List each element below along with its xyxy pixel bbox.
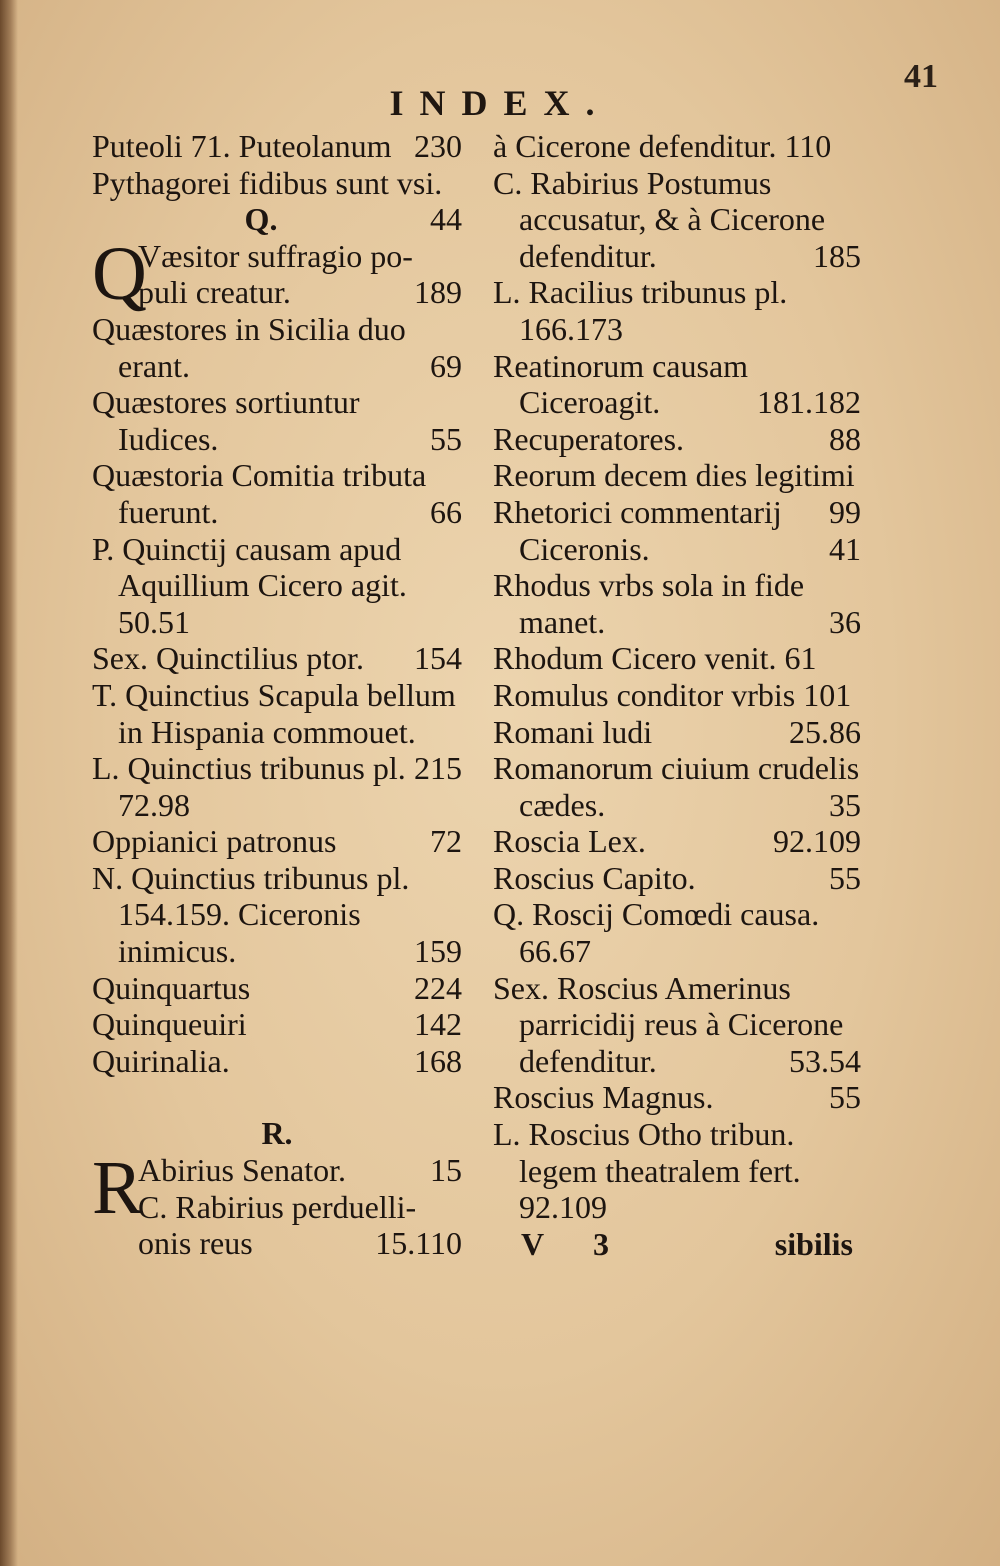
index-entry: L. Racilius tribunus pl. 166.173 bbox=[493, 274, 788, 347]
index-entry: Quæstoria Comitia tributa fuerunt. 66 bbox=[92, 457, 462, 530]
index-entry: L. Roscius Otho tribun. legem theatralem fert. 92.109 bbox=[493, 1116, 801, 1226]
index-entry: Pythagorei fidibus sunt vsi. 44 bbox=[92, 164, 462, 238]
index-entry: Sex. Quinctilius ptor. 154 bbox=[92, 640, 462, 677]
index-entry: Quinquartus 224 bbox=[92, 969, 462, 1006]
index-entry: N. Quinctius tribunus pl. 154.159. Ciceronis inimicus. 159 bbox=[92, 859, 462, 970]
index-entry: Oppianici patronus 72 bbox=[92, 823, 462, 860]
index-entry: Rhetorici commentarij Ciceronis. 41 bbox=[493, 493, 861, 567]
drop-cap-r: R bbox=[92, 1146, 143, 1231]
index-entry: Romulus conditor vrbis 101 bbox=[493, 676, 852, 713]
section-heading-r: R. bbox=[261, 1115, 293, 1152]
index-entry: Sex. Roscius Amerinus parricidij reus à Cicerone defenditur. 53.54 bbox=[493, 969, 861, 1079]
index-entry: Rhodus vrbs sola in fide manet. 36 bbox=[493, 567, 861, 640]
catchline bbox=[493, 1226, 861, 1263]
left-column bbox=[92, 128, 462, 1262]
index-entry: L. Quinctius tribunus pl. 72.98 bbox=[92, 750, 406, 823]
folio-number: 41 bbox=[904, 58, 938, 95]
index-entry: à Cicerone defenditur. 110 bbox=[493, 128, 832, 164]
section-heading-q: Q. bbox=[244, 201, 278, 238]
index-entry: Rhodum Cicero venit. 61 bbox=[493, 640, 817, 677]
right-column bbox=[493, 128, 861, 1263]
index-entry: P. Quinctij causam apud Aquillium Cicero agit. 50.51 bbox=[92, 530, 407, 640]
index-entry: Quæstores in Sicilia duo erant. 69 bbox=[92, 310, 462, 384]
index-entry: Roscia Lex. 92.109 bbox=[493, 823, 861, 860]
index-entry: T. Quinctius Scapula bellum in Hispania commouet. 215 bbox=[92, 676, 462, 787]
page-edge-shadow bbox=[0, 0, 18, 1566]
signature-number: 3 bbox=[593, 1225, 609, 1262]
index-entry: Quinqueuiri 142 bbox=[92, 1006, 462, 1043]
drop-cap-entry-q: Q Væsitor suffragio po- puli creatur. 189 bbox=[92, 231, 462, 316]
index-entry: Quirinalia. 168 bbox=[92, 1042, 462, 1079]
index-entry: Quæstores sortiuntur Iudices. 55 bbox=[92, 384, 462, 457]
catchword: sibilis bbox=[774, 1225, 853, 1262]
index-entry: Q. Roscij Comœdi causa. 66.67 bbox=[493, 896, 820, 970]
section-gap bbox=[92, 1079, 462, 1115]
index-entry: C. Rabirius Postumus accusatur, & à Cicerone defenditur. 185 bbox=[493, 164, 861, 274]
index-entry: Reatinorum causam Ciceroagit. 181.182 bbox=[493, 347, 861, 421]
page-header: INDEX. bbox=[389, 83, 611, 123]
index-entry: Reorum decem dies legitimi 99 bbox=[493, 457, 861, 530]
index-entry: Romanorum ciuium crudelis cædes. 35 bbox=[493, 750, 861, 823]
index-entry: Roscius Magnus. 55 bbox=[493, 1079, 861, 1116]
index-entry: Recuperatores. 88 bbox=[493, 420, 861, 457]
index-entry: Puteoli 71. Puteolanum 230 bbox=[92, 128, 462, 164]
index-entry: Romani ludi 25.86 bbox=[493, 713, 861, 750]
signature-mark: V bbox=[521, 1225, 545, 1262]
drop-cap-q: Q bbox=[92, 231, 147, 316]
drop-cap-entry-r: R Abirius Senator. 15 C. Rabirius perduelli- onis reus 15.110 bbox=[92, 1146, 462, 1262]
index-entry: Roscius Capito. 55 bbox=[493, 859, 861, 896]
